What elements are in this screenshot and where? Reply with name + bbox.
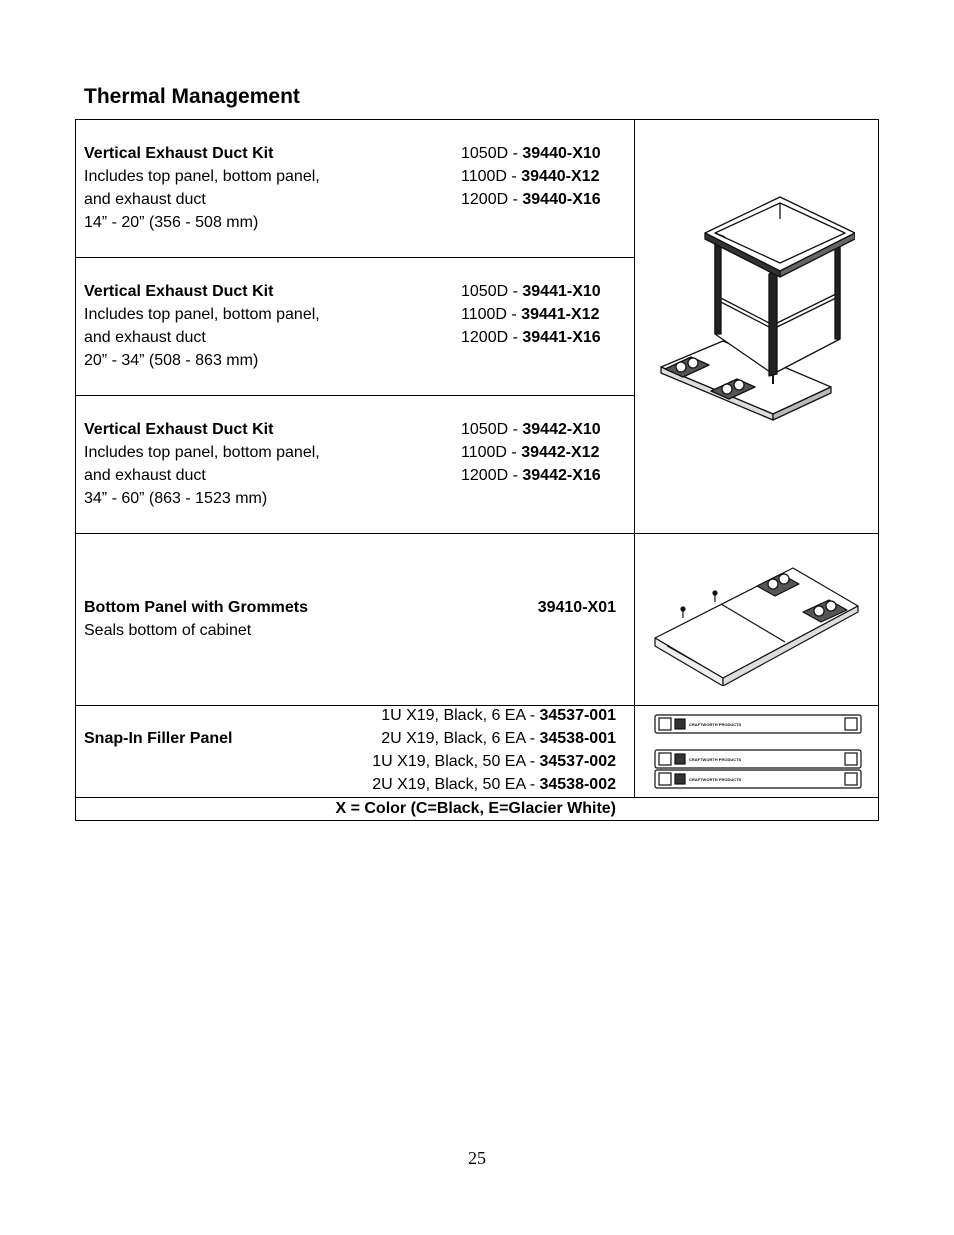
brand-text: CRAFTWORTH PRODUCTS: [689, 777, 742, 782]
row-divider: [75, 395, 635, 396]
filler-option: [316, 704, 616, 727]
option-description: 2U X19, Black, 6 EA: [381, 730, 526, 747]
product-description: Seals bottom of cabinet: [84, 622, 252, 639]
page-title: Thermal Management: [84, 85, 300, 108]
cabinet-model: 1050D: [461, 421, 509, 438]
separator: -: [525, 707, 540, 724]
part-line: [461, 303, 599, 326]
part-line: [461, 441, 599, 464]
row-divider: [75, 533, 879, 534]
product-name: Bottom Panel with Grommets: [84, 599, 309, 616]
cabinet-model: 1100D: [461, 306, 507, 323]
cabinet-model: 1050D: [461, 283, 509, 300]
part-number: 39441-X10: [522, 283, 601, 300]
product-name: Vertical Exhaust Duct Kit: [84, 283, 274, 300]
part-line: [461, 326, 601, 349]
part-line: [461, 165, 599, 188]
product-description: and exhaust duct: [84, 191, 206, 208]
table-border-left: [75, 119, 76, 821]
separator: -: [525, 776, 540, 793]
separator: -: [508, 329, 523, 346]
option-description: 1U X19, Black, 50 EA: [372, 753, 526, 770]
brand-text: CRAFTWORTH PRODUCTS: [689, 722, 742, 727]
option-description: 1U X19, Black, 6 EA: [381, 707, 526, 724]
part-number: 34538-002: [539, 776, 616, 793]
part-line: [461, 418, 601, 441]
product-size-range: 34” - 60” (863 - 1523 mm): [84, 490, 268, 507]
filler-option: [316, 773, 616, 796]
part-number: 34537-002: [539, 753, 616, 770]
product-size-range: 20” - 34” (508 - 863 mm): [84, 352, 259, 369]
cabinet-model: 1050D: [461, 145, 509, 162]
filler-panel-2u-icon: [655, 770, 861, 788]
part-number: 39442-X16: [522, 467, 601, 484]
part-line: [461, 464, 601, 487]
brand-text: CRAFTWORTH PRODUCTS: [689, 757, 742, 762]
table-border-right: [878, 119, 879, 821]
product-name: Snap-In Filler Panel: [84, 730, 233, 747]
part-line: [461, 280, 601, 303]
part-number: 34538-001: [539, 730, 616, 747]
part-number: 39442-X12: [521, 444, 600, 461]
part-number: 39441-X16: [522, 329, 601, 346]
part-line: [461, 142, 601, 165]
part-number: 34537-001: [539, 707, 616, 724]
separator: -: [508, 191, 523, 208]
color-note: X = Color (C=Black, E=Glacier White): [335, 800, 616, 817]
product-size-range: 14” - 20” (356 - 508 mm): [84, 214, 259, 231]
cabinet-model: 1100D: [461, 444, 507, 461]
filler-panel-illustration: [653, 713, 863, 793]
table-border-top: [75, 119, 879, 120]
separator: -: [525, 730, 540, 747]
separator: -: [508, 467, 523, 484]
product-table: [75, 119, 879, 821]
filler-option: [316, 750, 616, 773]
part-line: [461, 188, 601, 211]
row-divider: [75, 257, 635, 258]
cabinet-model: 1200D: [461, 329, 509, 346]
separator: -: [506, 168, 522, 185]
cabinet-model: 1200D: [461, 467, 509, 484]
table-border-bottom: [75, 820, 879, 821]
part-number: 39440-X10: [522, 145, 601, 162]
separator: -: [508, 145, 523, 162]
product-description: and exhaust duct: [84, 467, 206, 484]
bottom-panel-illustration: [653, 566, 863, 686]
table-column-divider: [634, 119, 635, 797]
part-number: 39442-X10: [522, 421, 601, 438]
product-description: and exhaust duct: [84, 329, 206, 346]
part-number: 39410-X01: [537, 599, 616, 616]
page-number: 25: [468, 1148, 486, 1168]
product-name: Vertical Exhaust Duct Kit: [84, 145, 274, 162]
separator: -: [508, 283, 523, 300]
filler-option: [316, 727, 616, 750]
duct-kit-illustration: [655, 189, 855, 424]
product-description: Includes top panel, bottom panel,: [84, 444, 320, 461]
separator: -: [506, 444, 522, 461]
filler-panel-1u-icon: [655, 715, 861, 733]
part-number: 39440-X16: [522, 191, 601, 208]
cabinet-model: 1100D: [461, 168, 507, 185]
separator: -: [525, 753, 540, 770]
part-number: 39441-X12: [521, 306, 600, 323]
separator: -: [506, 306, 522, 323]
product-description: Includes top panel, bottom panel,: [84, 168, 320, 185]
separator: -: [508, 421, 523, 438]
product-name: Vertical Exhaust Duct Kit: [84, 421, 274, 438]
filler-panel-2u-icon: [655, 750, 861, 768]
cabinet-model: 1200D: [461, 191, 509, 208]
option-description: 2U X19, Black, 50 EA: [372, 776, 526, 793]
product-description: Includes top panel, bottom panel,: [84, 306, 320, 323]
part-number: 39440-X12: [521, 168, 600, 185]
